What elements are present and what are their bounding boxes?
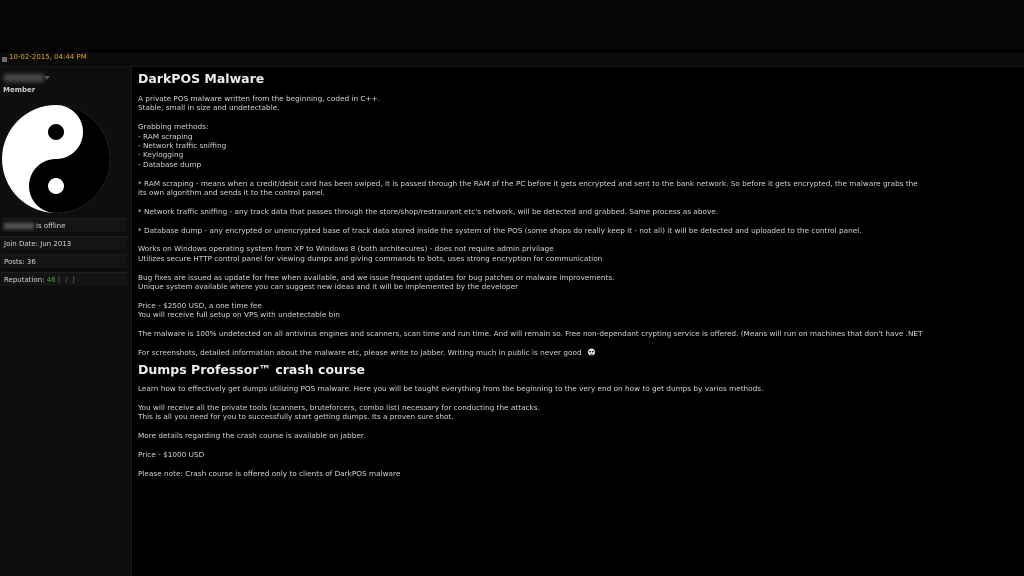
price-text: You will receive full setup on VPS with undetectable bin xyxy=(138,310,340,320)
course-note-text: Please note: Crash course is offered only to clients of DarkPOS malware xyxy=(138,468,401,478)
database-dump-text: * Database dump - any encrypted or unencrypted base of track data stored inside the system of the POS (some shops do really keep it - not all) it will be detected and uploaded to the control panel. xyxy=(138,225,862,235)
compatibility-text: Utilizes secure HTTP control panel for viewing dumps and giving commands to bots, uses strong encryption for communication xyxy=(138,253,603,263)
intro-line: A private POS malware written from the beginning, coded in C++. xyxy=(138,94,381,103)
reputation-bracket-open: [ xyxy=(57,276,61,284)
user-title: Member xyxy=(3,86,36,94)
username-blurred[interactable] xyxy=(4,74,44,82)
compatibility-text: Works on Windows operating system from XP to Windows 8 (both architecures) - does not require admin privilage xyxy=(138,244,554,254)
grabbing-method: - Network traffic sniffing xyxy=(138,141,227,151)
skull-smiley-icon xyxy=(587,348,596,357)
online-status-row xyxy=(1,218,127,233)
course-price-text: Price - $1000 USD xyxy=(138,450,205,460)
post-body xyxy=(138,70,1024,576)
course-tools-text: This is all you need for you to successfully start getting dumps. Its a proven sure shot. xyxy=(138,412,454,422)
updates-text: Unique system available where you can suggest new ideas and it will be implemented by the developer xyxy=(138,282,519,292)
course-tools-text: You will receive all the private tools (scanners, bruteforcers, combo list) necessary for conducting the attacks. xyxy=(138,403,540,413)
username-blurred-small xyxy=(4,223,34,229)
reputation-label: Reputation: xyxy=(4,276,45,284)
section-title-darkpos: DarkPOS Malware xyxy=(138,71,265,86)
post-count: Posts: 36 xyxy=(4,258,36,266)
join-date-row xyxy=(1,236,127,251)
grabbing-method: - Keylogging xyxy=(138,150,184,160)
course-details-text: More details regarding the crash course is available on jabber. xyxy=(138,431,366,441)
top-bar xyxy=(0,0,1024,50)
grabbing-header: Grabbing methods: xyxy=(138,122,209,132)
reputation-bracket-close: ] xyxy=(71,276,75,284)
post-status-icon xyxy=(2,57,7,62)
network-sniffing-text: * Network traffic sniffing - any track data that passes through the store/shop/restraurant etc's network, will be detected and grabbed. Same process as above. xyxy=(138,206,719,216)
reputation-value: 46 xyxy=(46,276,56,284)
join-date: Join Date: Jun 2013 xyxy=(4,240,72,248)
undetected-text: The malware is 100% undetected on all antivirus engines and scanners, scan time and run time. And will remain so. Free non-dependant crypting service is offered. (Means will run on machines that don't have .NET xyxy=(138,329,923,339)
reputation-row xyxy=(1,272,127,287)
grabbing-method: - Database dump xyxy=(138,159,202,169)
course-intro-text: Learn how to effectively get dumps utilizing POS malware. Here you will be taught everything from the beginning to the very end on how to get dumps by varios methods. xyxy=(138,384,764,394)
user-info-panel xyxy=(0,67,132,576)
updates-text: Bug fixes are issued as update for free when available, and we issue frequent updates for bug patches or malware improvements. xyxy=(138,272,615,282)
chevron-down-icon[interactable] xyxy=(44,76,50,80)
grabbing-method: - RAM scraping xyxy=(138,131,193,141)
reputation-separator: / xyxy=(65,276,68,284)
ram-scraping-text: its own algorithm and sends it to the control panel. xyxy=(138,188,325,198)
post-header-bar xyxy=(0,52,1024,67)
price-text: Price - $2500 USD, a one time fee xyxy=(138,300,262,310)
post-date: 10-02-2015, 04:44 PM xyxy=(9,53,87,61)
yin-yang-icon[interactable] xyxy=(0,103,112,215)
posts-row xyxy=(1,254,127,269)
intro-line: Stable, small in size and undetectable. xyxy=(138,103,280,113)
contact-text: For screenshots, detailed information about the malware etc, please write to jabber. Writing much in public is never good xyxy=(138,347,582,357)
ram-scraping-text: * RAM scraping - means when a credit/debit card has been swiped, it is passed through the RAM of the PC before it gets encrypted and sent to the bank network. So before it gets encrypted, the malware grabs the xyxy=(138,178,918,188)
contact-line xyxy=(138,348,1024,357)
section-title-crash-course: Dumps Professor™ crash course xyxy=(138,362,366,378)
online-status: is offline xyxy=(36,222,66,230)
